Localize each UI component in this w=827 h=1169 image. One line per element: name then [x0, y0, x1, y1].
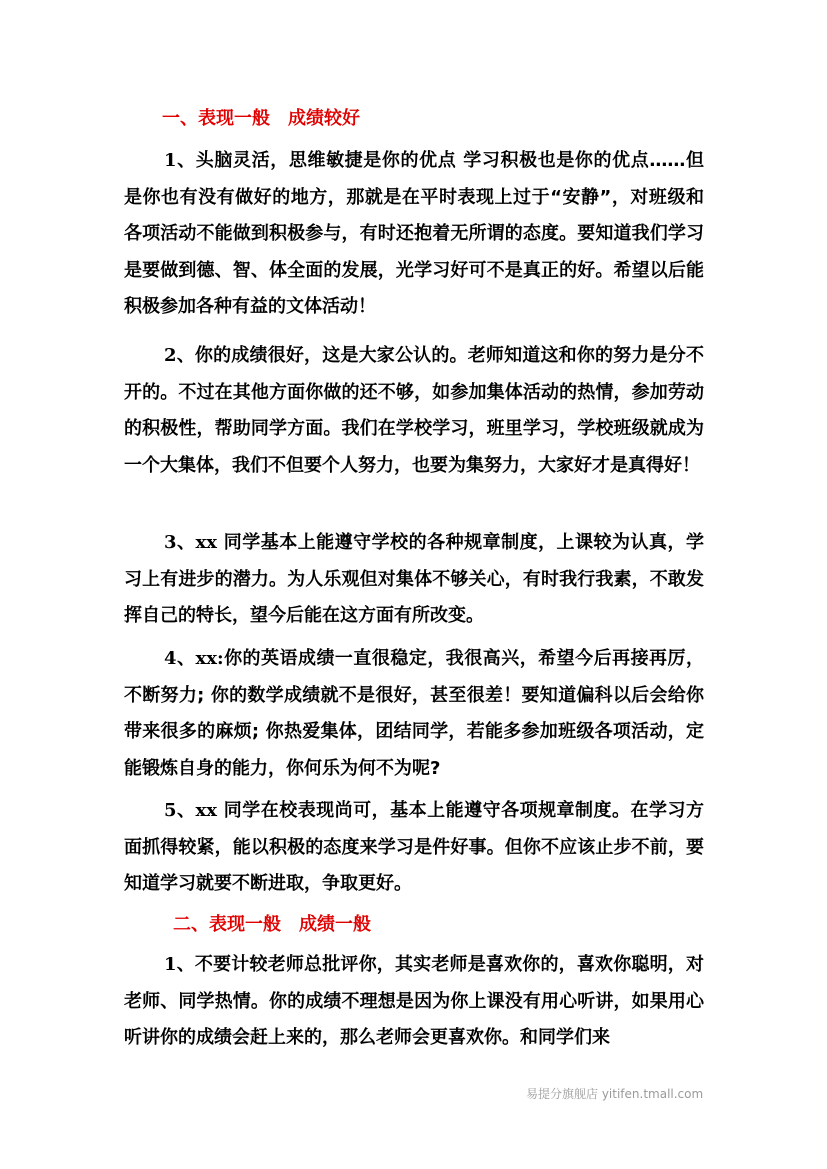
item-text: 不要计较老师总批评你，其实老师是喜欢你的，喜欢你聪明，对老师、同学热情。你的成绩不理想是因为你上课没有用心听讲，如果用心听讲你的成绩会赶上来的，那么老师会更喜欢你。和同学们来	[124, 954, 704, 1049]
item-number: 3、xx	[164, 532, 224, 553]
item-number: 4、xx:	[164, 648, 224, 669]
paragraph-6	[124, 947, 704, 1057]
paragraph-1	[124, 143, 704, 326]
item-text: 你的成绩很好，这是大家公认的。老师知道这和你的努力是分不开的。不过在其他方面你做的还不够，如参加集体活动的热情，参加劳动的积极性，帮助同学方面。我们在学校学习，班里学习，学校班级就成为一个大集体，我们不但要个人努力，也要为集努力，大家好才是真得好！	[124, 345, 704, 476]
item-text: 同学基本上能遵守学校的各种规章制度，上课较为认真，学习上有进步的潜力。为人乐观但对集体不够关心，有时我行我素，不敢发挥自己的特长，望今后能在这方面有所改变。	[124, 532, 704, 627]
item-text: 头脑灵活，思维敏捷是你的优点 学习积极也是你的优点……但是你也有没有做好的地方，那就是在平时表现上过于“安静”，对班级和各项活动不能做到积极参与，有时还抱着无所谓的态度。要知道我们学习是要做到德、智、体全面的发展，光学习好可不是真正的好。希望以后能积极参加各种有益的文体活动！	[124, 150, 705, 318]
item-text: 同学在校表现尚可，基本上能遵守各项规章制度。在学习方面抓得较紧，能以积极的态度来学习是件好事。但你不应该止步不前，要知道学习就要不断进取，争取更好。	[124, 800, 704, 895]
item-number: 5、xx	[164, 800, 224, 821]
item-text: 你的英语成绩一直很稳定，我很高兴，希望今后再接再厉，不断努力; 你的数学成绩就不是很好，甚至很差！要知道偏科以后会给你带来很多的麻烦; 你热爱集体，团结同学，若能多参加班级各项活动，定能锻炼自身的能力，你何乐为何不为呢?	[124, 648, 704, 779]
paragraph-4	[124, 641, 704, 787]
section-1-heading: 一、表现一般 成绩较好	[162, 108, 360, 129]
footer-watermark: 易提分旗舰店 yitifen.tmall.com	[526, 1087, 704, 1101]
paragraph-2	[124, 338, 704, 484]
paragraph-3	[124, 525, 704, 635]
item-number: 2、	[164, 345, 195, 366]
section-2-heading: 二、表现一般 成绩一般	[173, 914, 371, 935]
paragraph-5	[124, 793, 704, 903]
item-number: 1、	[164, 954, 195, 975]
item-number: 1、	[164, 150, 196, 171]
